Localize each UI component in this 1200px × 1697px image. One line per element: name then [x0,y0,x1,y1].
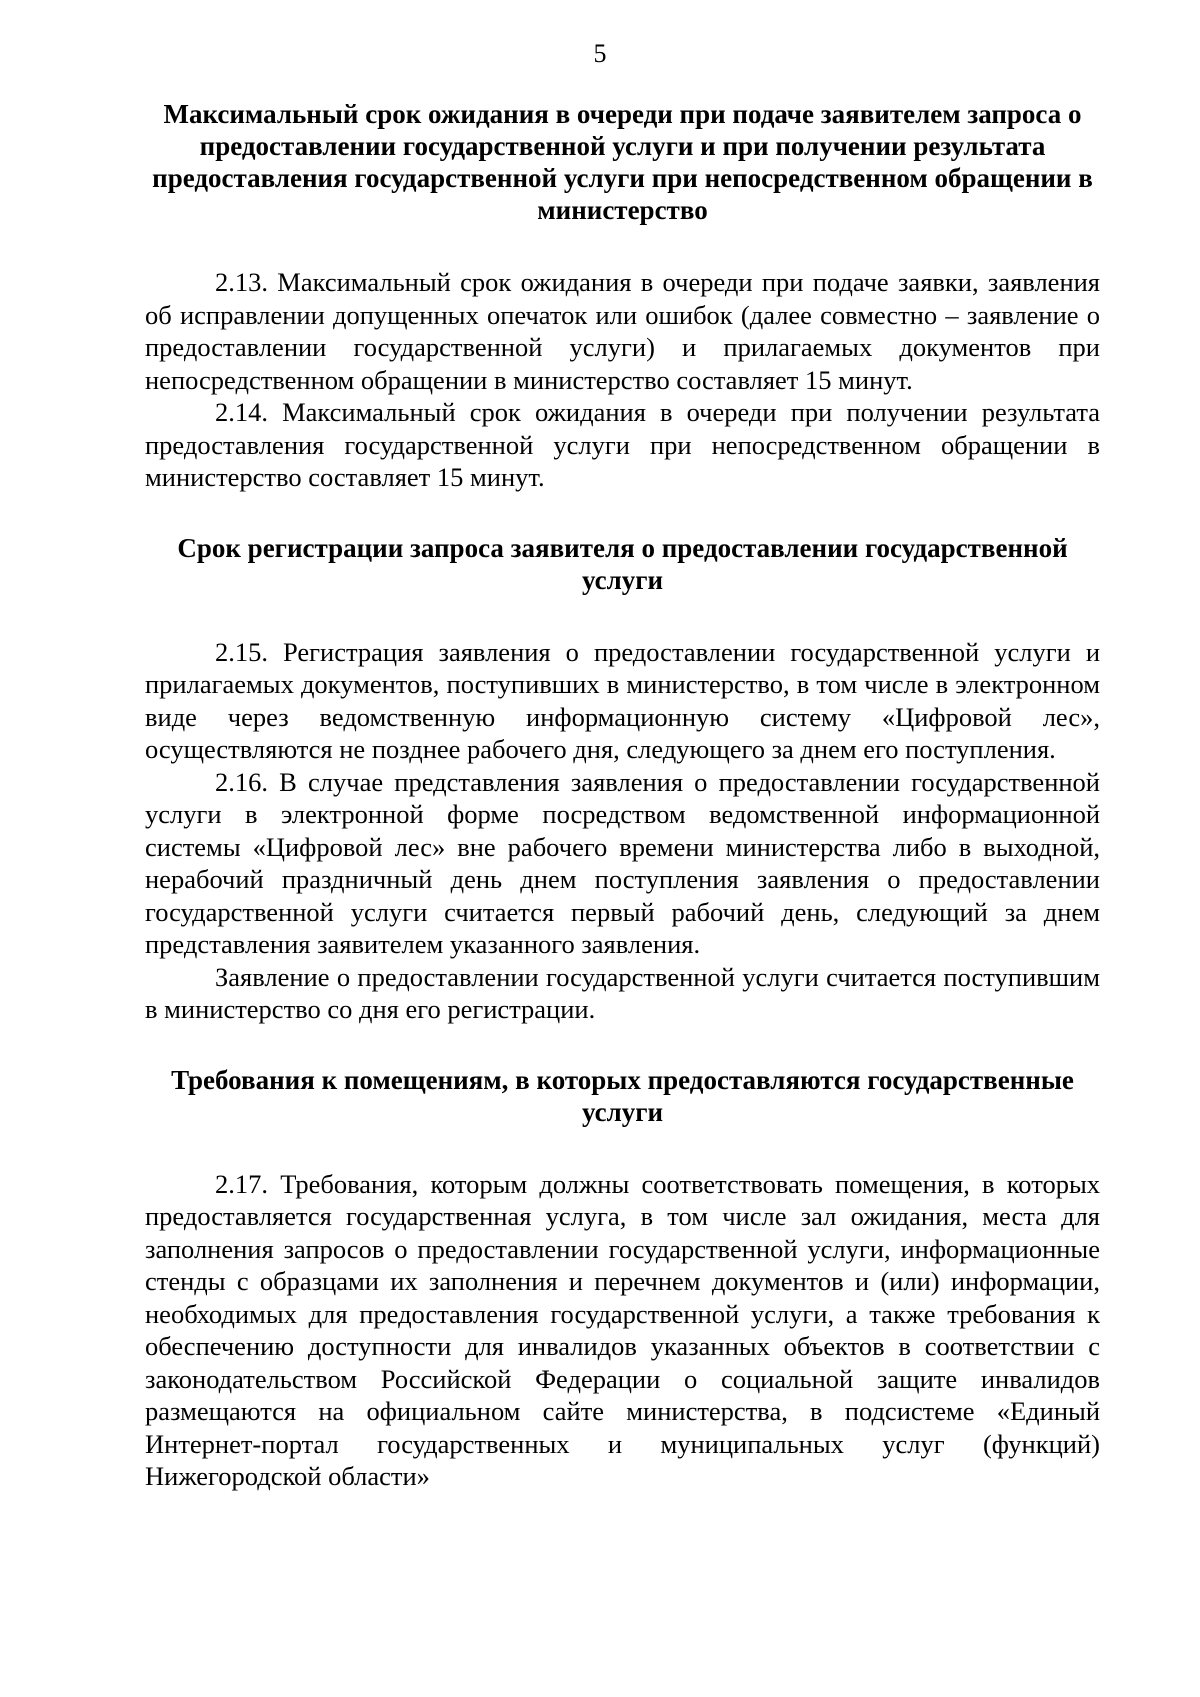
section-heading-queue-time: Максимальный срок ожидания в очереди при подаче заявителем запроса о предоставлении государственной услуги и при получении результата предоставления государственной услуги при непосредственном обращении в министерство [152,99,1093,225]
document-body [145,98,1100,1493]
paragraph-2-13: 2.13. Максимальный срок ожидания в очереди при подаче заявки, заявления об исправлении допущенных опечаток или ошибок (далее совместно – заявление о предоставлении государственной услуги) и прилагаемых документов при непосредственном обращении в министерство составляет 15 минут. [145,267,1100,395]
paragraph-2-15: 2.15. Регистрация заявления о предоставлении государственной услуги и прилагаемых документов, поступивших в министерство, в том числе в электронном виде через ведомственную информационную систему «Цифровой лес», осуществляются не позднее рабочего дня, следующего за днем его поступления. [145,636,1100,764]
paragraph-2-17: 2.17. Требования, которым должны соответствовать помещения, в которых предоставляется государственная услуга, в том числе зал ожидания, места для заполнения запросов о предоставлении государственной услуги, информационные стенды с образцами их заполнения и перечнем документов и (или) информации, необходимых для предоставления государственной услуги, а также требования к обеспечению доступности для инвалидов указанных объектов в соответствии с законодательством Российской Федерации о социальной защите инвалидов размещаются на официальном сайте министерства, в подсистеме «Единый Интернет-портал государственных и муниципальных услуг (функций) Нижегородской области» [145,1168,1100,1491]
section-heading-registration-time: Срок регистрации запроса заявителя о предоставлении государственной услуги [177,532,1068,595]
section-heading-premises-requirements: Требования к помещениям, в которых предоставляются государственные услуги [171,1064,1074,1127]
paragraph-registration-note: Заявление о предоставлении государственной услуги считается поступившим в министерство со дня его регистрации. [145,961,1100,1024]
paragraph-2-16: 2.16. В случае представления заявления о предоставлении государственной услуги в электронной форме посредством ведомственной информационной системы «Цифровой лес» вне рабочего времени министерства либо в выходной, нерабочий праздничный день днем поступления заявления о предоставлении государственной услуги считается первый рабочий день, следующий за днем представления заявителем указанного заявления. [145,766,1100,959]
paragraph-2-14: 2.14. Максимальный срок ожидания в очереди при получении результата предоставления государственной услуги при непосредственном обращении в министерство составляет 15 минут. [145,397,1100,492]
page-number: 5 [593,39,607,68]
